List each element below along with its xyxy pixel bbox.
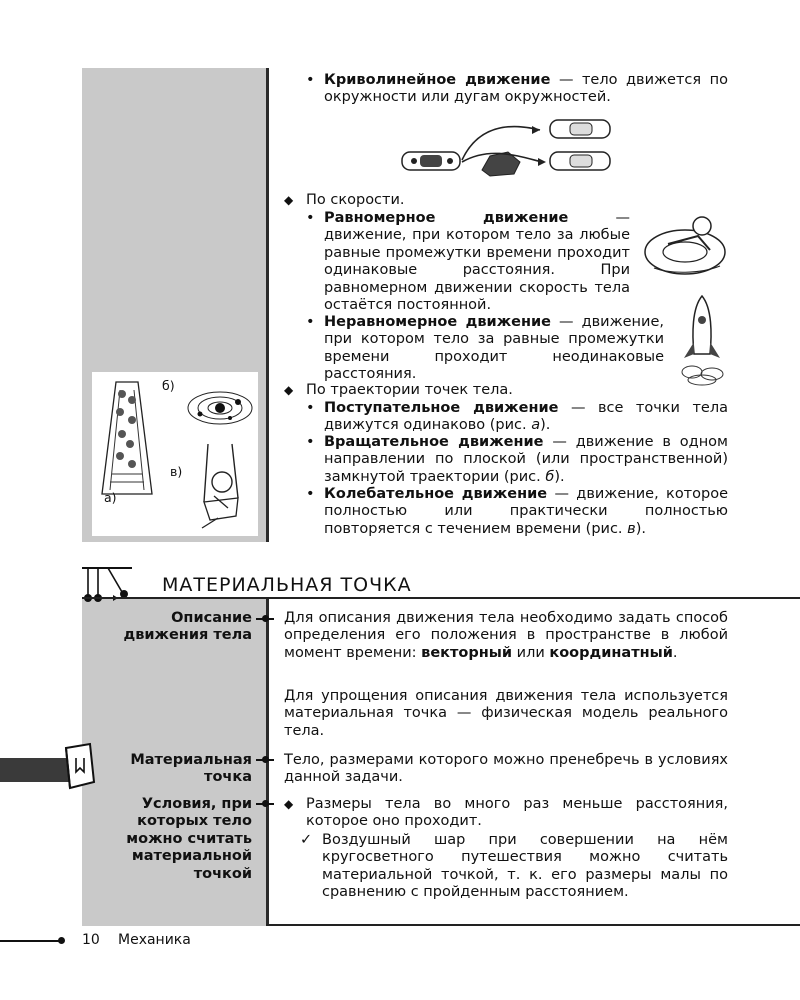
description-or: или [512,644,550,661]
term-coordinate: координатный [549,644,673,661]
oscillatory-item [306,486,728,538]
term-vector: векторный [421,644,513,661]
figure-ref-v: в [627,520,636,537]
diamond-bullet-icon: ◆ [284,193,294,207]
motion-types-figure [92,372,258,536]
rotational-term: Вращательное движение [324,434,544,450]
translational-definition: — все точки тела движутся одинаково (рис. [324,400,729,434]
running-section-title: Механика [118,932,191,948]
bullet-icon: • [306,210,315,226]
conditions-example [300,832,728,902]
rocket-illustration [672,294,732,386]
uniform-definition: — движение, при котором тело за любые равные промежутки времени проходит одинаковые расстояния. При равномерном движении скорость тела остаётся постоянной. [324,210,630,314]
bullet-icon: • [306,400,315,416]
rotational-item [306,434,728,486]
sidebar-divider-top [266,68,269,542]
by-trajectory-label: По траектории точек тела. [306,382,513,398]
uniform-term: Равномерное движение [324,210,569,226]
translational-term: Поступательное движение [324,400,559,416]
car-left-icon [402,152,460,170]
nonuniform-item [306,314,664,384]
page-number: 10 [82,932,100,948]
nonuniform-definition: — движение, при котором тело за равные промежутки времени проходит неодинаковые расстояния. [324,314,664,383]
curvilinear-term: Криволинейное движение [324,72,551,88]
car-bottom-right-icon [550,152,610,170]
nonuniform-term: Неравномерное движение [324,314,551,330]
connector-dot [262,615,269,622]
bullet-icon: • [306,72,315,88]
material-point-definition: Тело, размерами которого можно пренебречь в условиях данной задачи. [284,752,728,786]
term-material-point: Материальная точка [130,752,252,786]
curvilinear-item [306,72,728,107]
description-paragraph-1 [284,610,728,662]
section-heading-rule [82,597,800,599]
cars-illustration [400,116,616,182]
by-speed-label: По скорости. [306,192,405,208]
swing-illustration [188,442,256,532]
by-trajectory-item [284,382,726,399]
conditions-text: Размеры тела во много раз меньше расстояния, которое оно проходит. [306,796,728,830]
oscillatory-end: ). [635,520,646,537]
by-speed-item [284,192,726,209]
rotational-end: ). [554,468,565,485]
bullet-icon: • [306,314,315,330]
term-description: Описание движения тела [123,610,252,644]
bullet-icon: • [306,434,315,450]
translational-item [306,400,729,435]
section-heading: МАТЕРИАЛЬНАЯ ТОЧКА [162,574,412,596]
bullet-icon: • [306,486,315,502]
description-text: Для описания движения тела необходимо задать способ определения его положения в пространстве в любой момент времени: [284,610,728,661]
checkmark-icon: ✓ [300,832,313,848]
oscillatory-definition: — движение, которое полностью или практически полностью повторяется с течением времени (рис. [324,486,728,537]
book-icon [60,742,100,790]
diamond-bullet-icon: ◆ [284,797,294,811]
term-conditions: Условия, при которых тело можно считать материальной точкой [126,796,252,882]
solar-system-illustration [186,386,254,430]
conditions-item [284,796,728,831]
figure-label-a: а) [104,490,117,505]
rotational-definition: — движение в одном направлении по плоской (или пространственной) замкнутой траектории (рис. [324,434,728,485]
curvilinear-definition: — тело движется по окружности или дугам окружностей. [324,72,728,106]
uniform-item [306,210,630,314]
example-text: Воздушный шар при совершении на нём кругосветного путешествия можно считать материальной точкой, т. к. его размеры малы по сравнению с пройденным расстоянием. [322,832,728,901]
connector-dot [262,756,269,763]
escalator-illustration [98,378,156,496]
oscillatory-term: Колебательное движение [324,486,548,502]
swimmer-illustration [640,210,730,280]
diamond-bullet-icon: ◆ [284,383,294,397]
figure-ref-a: а [531,417,541,434]
description-end: . [672,644,678,661]
figure-ref-b: б [545,468,555,485]
description-paragraph-2: Для упрощения описания движения тела используется материальная точка — физическая модель реального тела. [284,688,728,739]
bottom-rule [266,924,800,926]
figure-label-v: в) [170,464,183,479]
figure-label-b: б) [162,378,175,393]
car-top-right-icon [550,120,610,138]
footer-dot [58,937,65,944]
connector-dot [262,800,269,807]
footer-line [0,940,60,942]
translational-end: ). [540,417,551,434]
